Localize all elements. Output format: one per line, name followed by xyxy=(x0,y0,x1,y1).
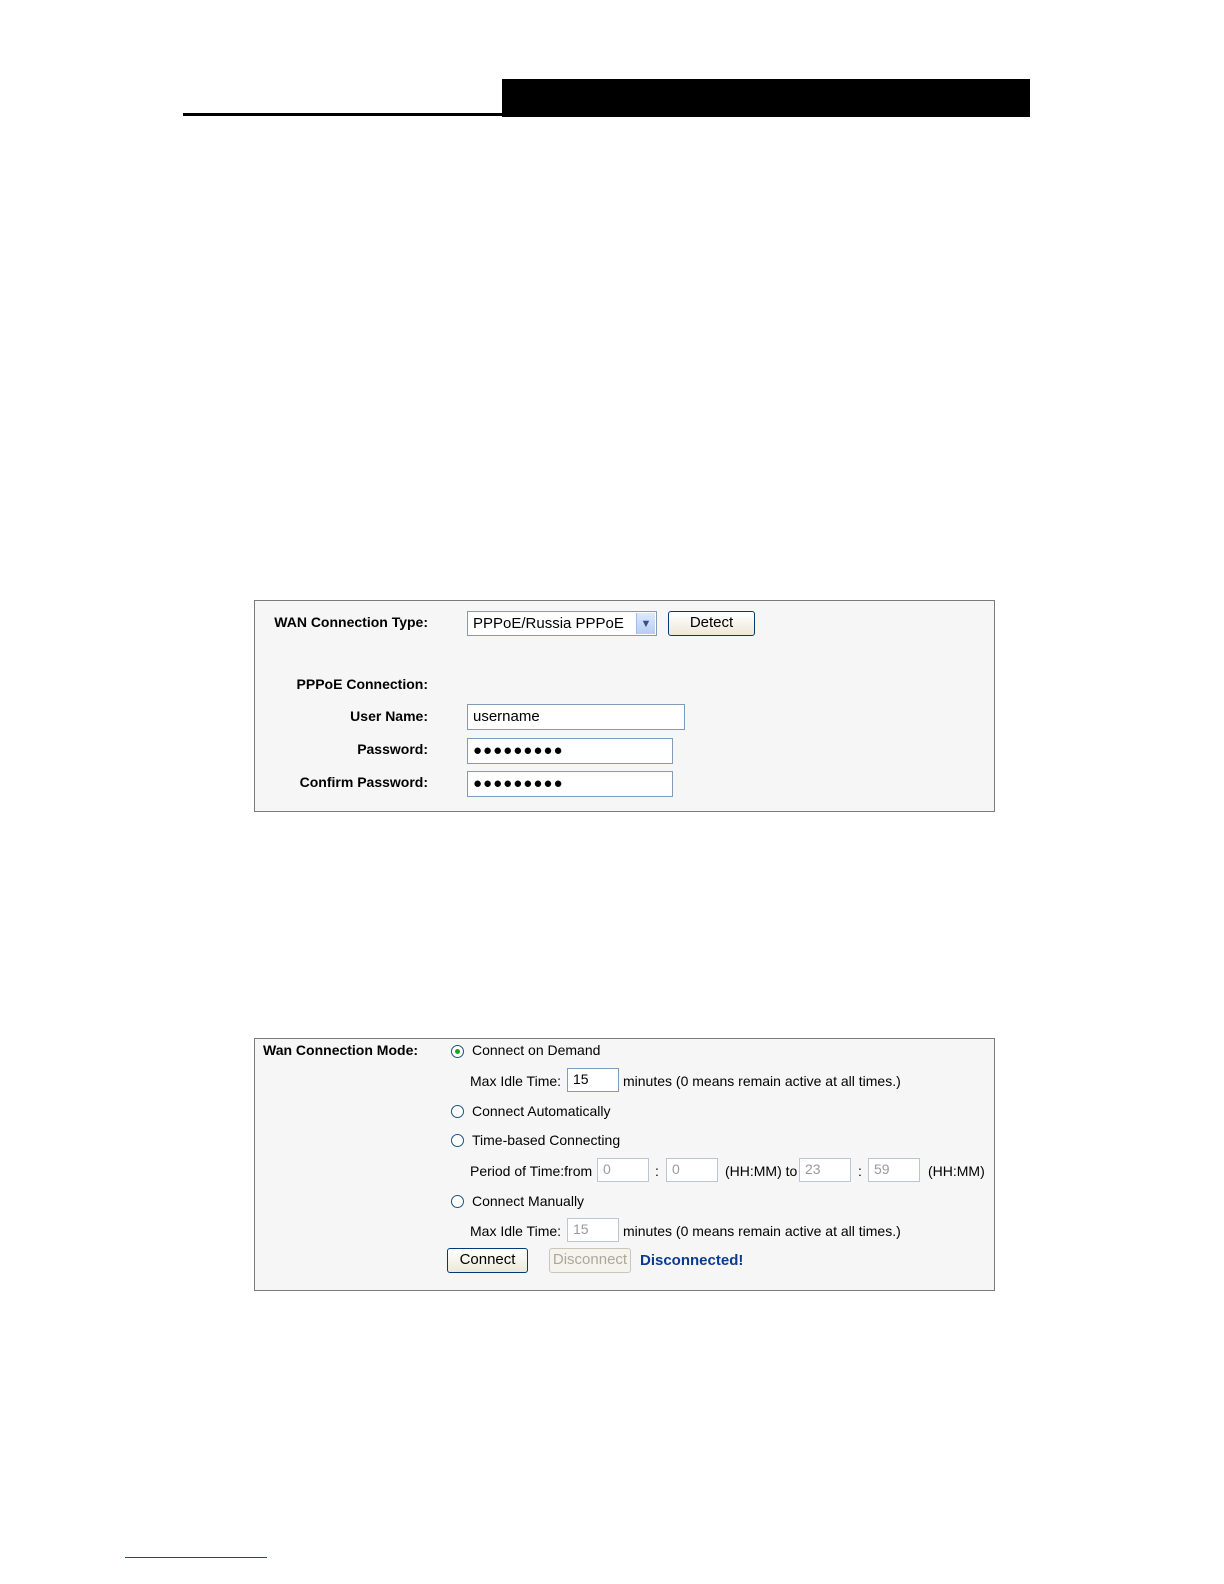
wan-connection-mode-label: Wan Connection Mode: xyxy=(263,1042,419,1058)
max-idle-time-label: Max Idle Time: xyxy=(470,1073,562,1089)
connection-status: Disconnected! xyxy=(640,1252,744,1269)
period-of-time-label: Period of Time:from xyxy=(470,1163,593,1179)
time-format-label: (HH:MM) xyxy=(928,1163,985,1179)
from-minute-input[interactable]: 0 xyxy=(666,1158,718,1182)
wan-connection-type-select[interactable] xyxy=(467,611,657,636)
disconnect-button[interactable]: Disconnect xyxy=(549,1248,631,1273)
max-idle-time-label: Max Idle Time: xyxy=(470,1223,562,1239)
pppoe-settings-panel xyxy=(254,600,995,812)
connect-manually-label: Connect Manually xyxy=(472,1193,585,1209)
time-separator: : xyxy=(858,1163,862,1179)
confirm-password-label: Confirm Password: xyxy=(299,774,428,790)
confirm-password-input[interactable]: ●●●●●●●●● xyxy=(467,771,673,797)
connect-manually-radio[interactable] xyxy=(451,1195,464,1208)
max-idle-time-hint: minutes (0 means remain active at all times.) xyxy=(623,1223,901,1239)
wan-connection-type-label: WAN Connection Type: xyxy=(274,614,428,630)
header-bar xyxy=(502,79,1030,117)
max-idle-time-input[interactable]: 15 xyxy=(567,1218,619,1242)
max-idle-time-hint: minutes (0 means remain active at all times.) xyxy=(623,1073,901,1089)
user-name-label: User Name: xyxy=(350,708,428,724)
connect-automatically-label: Connect Automatically xyxy=(472,1103,611,1119)
to-minute-input[interactable]: 59 xyxy=(868,1158,920,1182)
header-rule xyxy=(183,113,503,116)
connect-on-demand-label: Connect on Demand xyxy=(472,1042,601,1058)
user-name-input[interactable]: username xyxy=(467,704,685,730)
time-separator: : xyxy=(655,1163,659,1179)
max-idle-time-input[interactable]: 15 xyxy=(567,1068,619,1092)
time-to-label: (HH:MM) to xyxy=(725,1163,798,1179)
to-hour-input[interactable]: 23 xyxy=(799,1158,851,1182)
wan-connection-mode-panel xyxy=(254,1038,995,1291)
connect-button[interactable]: Connect xyxy=(447,1248,528,1273)
wan-connection-type-value: PPPoE/Russia PPPoE xyxy=(473,615,624,632)
password-input[interactable]: ●●●●●●●●● xyxy=(467,738,673,764)
footer-link-underline xyxy=(125,1557,267,1558)
pppoe-connection-label: PPPoE Connection: xyxy=(296,676,428,692)
time-based-connecting-radio[interactable] xyxy=(451,1134,464,1147)
detect-button[interactable]: Detect xyxy=(668,611,755,636)
connect-automatically-radio[interactable] xyxy=(451,1105,464,1118)
chevron-down-icon[interactable]: ▼ xyxy=(636,613,655,634)
password-label: Password: xyxy=(357,741,428,757)
from-hour-input[interactable]: 0 xyxy=(597,1158,649,1182)
time-based-connecting-label: Time-based Connecting xyxy=(472,1132,621,1148)
connect-on-demand-radio[interactable] xyxy=(451,1045,464,1058)
